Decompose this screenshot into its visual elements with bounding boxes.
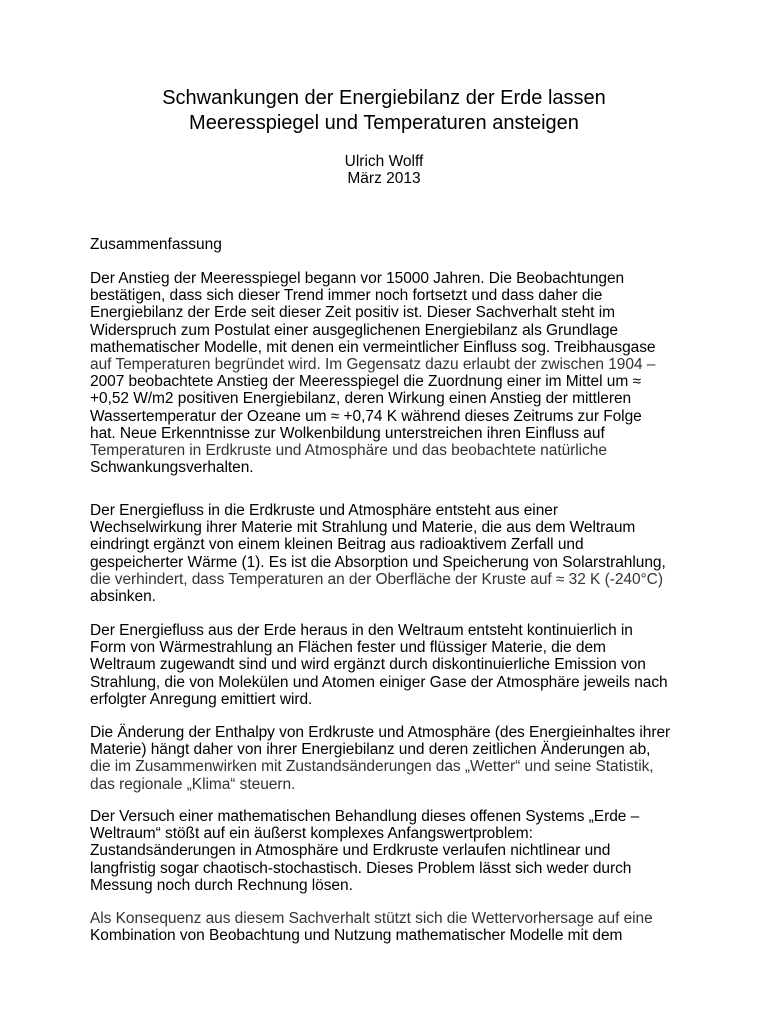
text-line: eindringt ergänzt von einem kleinen Beitrag aus radioaktivem Zerfall und [90, 536, 584, 554]
title-line-2: Meeresspiegel und Temperaturen ansteigen [189, 112, 579, 134]
author-block [90, 153, 678, 187]
text-line: Weltraum“ stößt auf ein äußerst komplexes Anfangswertproblem: [90, 825, 533, 843]
paragraph-summary [90, 270, 690, 476]
title-line-1: Schwankungen der Energiebilanz der Erde lassen [162, 87, 606, 109]
text-line: gespeicherter Wärme (1). Es ist die Absorption und Speicherung von Solarstrahlung, [90, 553, 666, 571]
author-name: Ulrich Wolff [344, 153, 424, 170]
text-line: Temperaturen in Erdkruste und Atmosphäre und das beobachtete natürliche [90, 442, 607, 460]
paragraph-energy-inflow [90, 502, 690, 605]
text-line: +0,52 W/m2 positiven Energiebilanz, deren Wirkung einen Anstieg der mittleren [90, 390, 632, 408]
text-line: auf Temperaturen begründet wird. Im Gegensatz dazu erlaubt der zwischen 1904 – [90, 356, 656, 374]
text-line: mathematischer Modelle, mit denen ein vermeintlicher Einfluss sog. Treibhausgase [90, 338, 656, 356]
section-heading: Zusammenfassung [90, 236, 222, 253]
text-line: Wechselwirkung ihrer Materie mit Strahlung und Materie, die aus dem Weltraum [90, 519, 636, 537]
text-line: die im Zusammenwirken mit Zustandsänderungen das „Wetter“ und seine Statistik, [90, 758, 654, 776]
text-line: Strahlung, die von Molekülen und Atomen einiger Gase der Atmosphäre jeweils nach [90, 673, 668, 691]
text-line: bestätigen, dass sich dieser Trend immer noch fortsetzt und dass daher die [90, 287, 603, 305]
text-line: Kombination von Beobachtung und Nutzung mathematischer Modelle mit dem [90, 927, 623, 945]
text-line: Schwankungsverhalten. [90, 459, 254, 477]
text-line: absinken. [90, 588, 156, 606]
text-line: Als Konsequenz aus diesem Sachverhalt stützt sich die Wettervorhersage auf eine [90, 910, 653, 927]
text-line: erfolgter Anregung emittiert wird. [90, 690, 313, 708]
text-line: Weltraum zugewandt sind und wird ergänzt durch diskontinuierliche Emission von [90, 656, 646, 674]
text-line: die verhindert, dass Temperaturen an der Oberfläche der Kruste auf ≈ 32 K (-240°C) [90, 570, 663, 588]
text-line: Widerspruch zum Postulat einer ausgeglichenen Energiebilanz als Grundlage [90, 321, 618, 339]
paragraph-consequence [90, 910, 690, 944]
publication-date: März 2013 [347, 170, 421, 187]
paragraph-mathematical-treatment [90, 808, 690, 894]
text-line: Die Änderung der Enthalpy von Erdkruste und Atmosphäre (des Energieinhaltes ihrer [90, 724, 671, 741]
paragraph-energy-outflow [90, 622, 690, 708]
text-line: 2007 beobachtete Anstieg der Meeresspiegel die Zuordnung einer im Mittel um ≈ [90, 373, 641, 391]
text-line: Der Versuch einer mathematischen Behandlung dieses offenen Systems „Erde – [90, 808, 640, 825]
text-line: langfristig sogar chaotisch-stochastisch. Dieses Problem lässt sich weder durch [90, 859, 632, 877]
document-title [90, 86, 678, 136]
text-line: Der Anstieg der Meeresspiegel begann vor 15000 Jahren. Die Beobachtungen [90, 270, 625, 287]
text-line: Form von Wärmestrahlung an Flächen fester und flüssiger Materie, die dem [90, 639, 606, 657]
paragraph-enthalpy [90, 724, 690, 793]
text-line: das regionale „Klima“ steuern. [90, 775, 296, 793]
text-line: Zustandsänderungen in Atmosphäre und Erdkruste verlaufen nichtlinear und [90, 842, 611, 860]
text-line: Materie) hängt daher von ihrer Energiebilanz und deren zeitlichen Änderungen ab, [90, 741, 651, 759]
text-line: Der Energiefluss aus der Erde heraus in den Weltraum entsteht kontinuierlich in [90, 622, 633, 639]
text-line: Energiebilanz der Erde seit dieser Zeit positiv ist. Dieser Sachverhalt steht im [90, 304, 615, 322]
text-line: hat. Neue Erkenntnisse zur Wolkenbildung unterstreichen ihren Einfluss auf [90, 424, 605, 442]
text-line: Wassertemperatur der Ozeane um ≈ +0,74 K während dieses Zeitrums zur Folge [90, 407, 642, 425]
text-line: Der Energiefluss in die Erdkruste und Atmosphäre entsteht aus einer [90, 502, 558, 519]
text-line: Messung noch durch Rechnung lösen. [90, 876, 353, 894]
